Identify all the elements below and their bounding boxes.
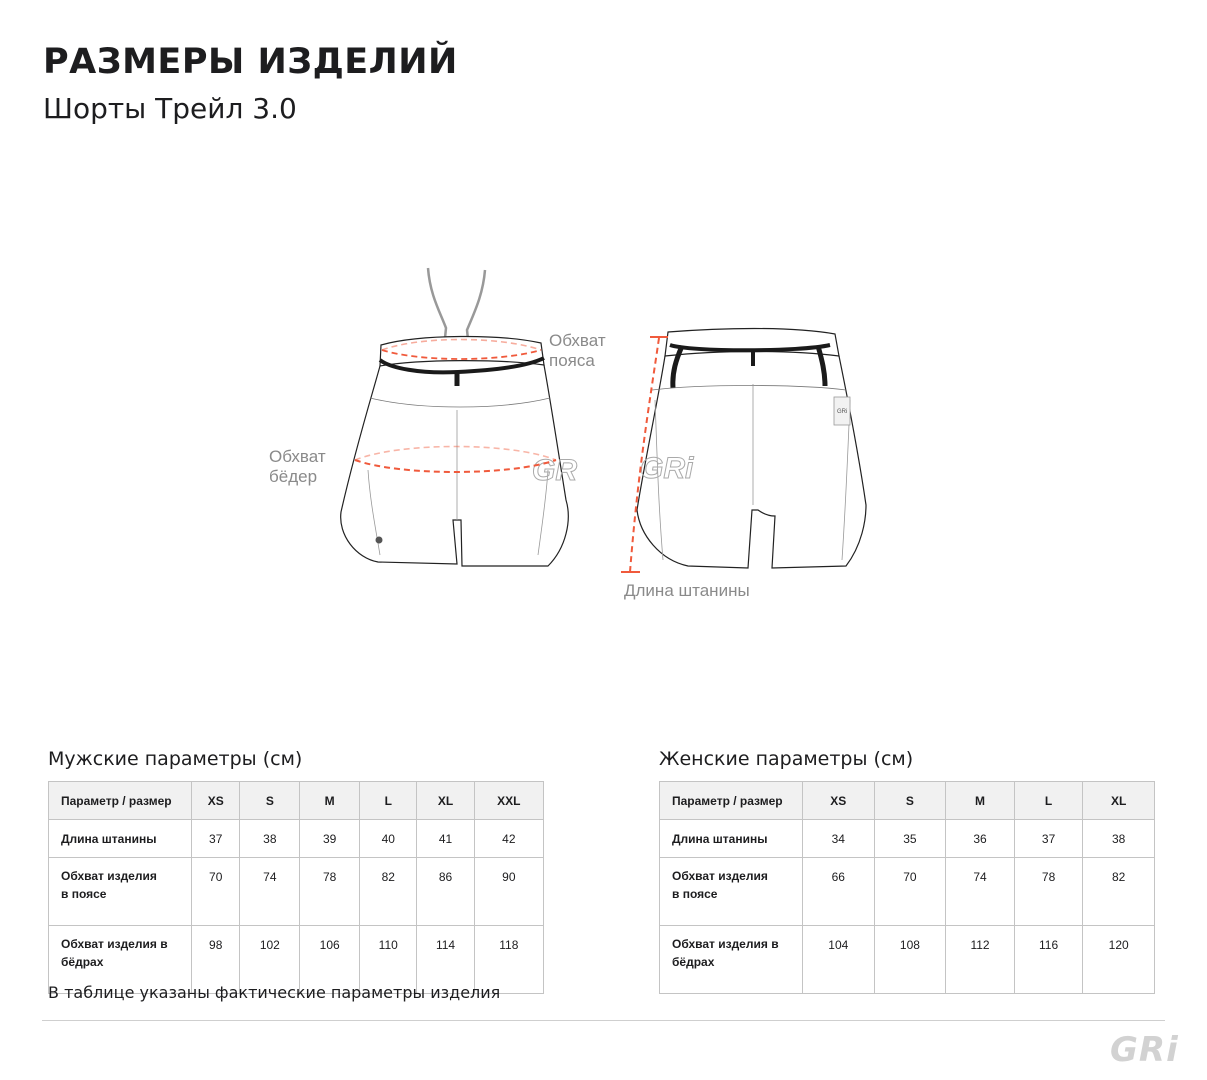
value-cell: 74 <box>240 858 300 926</box>
header-cell: XS <box>192 782 240 820</box>
value-cell: 104 <box>803 926 875 994</box>
value-cell: 114 <box>417 926 474 994</box>
value-cell: 70 <box>874 858 946 926</box>
header-cell: M <box>300 782 360 820</box>
table-row <box>49 820 544 858</box>
header-cell: L <box>1014 782 1083 820</box>
length-label: Длина штанины <box>624 581 750 600</box>
value-cell: 118 <box>474 926 543 994</box>
table-header-row <box>49 782 544 820</box>
women-table-title: Женские параметры (см) <box>659 748 914 770</box>
back-logo: GRi <box>640 452 694 485</box>
value-cell: 38 <box>240 820 300 858</box>
param-name <box>660 858 803 926</box>
hip-measure-line-front <box>355 460 556 472</box>
product-subtitle: Шорты Трейл 3.0 <box>43 92 297 125</box>
value-cell: 110 <box>360 926 417 994</box>
hip-label-line1: Обхват <box>269 447 326 466</box>
param-name-line1: Обхват изделия в <box>672 937 779 951</box>
param-name-line1: Обхват изделия в <box>61 937 168 951</box>
men-size-table <box>48 781 544 994</box>
table-header-row <box>660 782 1155 820</box>
param-name: Длина штанины <box>49 820 192 858</box>
header-cell: XL <box>417 782 474 820</box>
value-cell: 120 <box>1083 926 1155 994</box>
shorts-back-drawing <box>637 329 866 569</box>
value-cell: 35 <box>874 820 946 858</box>
table-row <box>49 858 544 926</box>
value-cell: 37 <box>192 820 240 858</box>
param-name-line2: бёдрах <box>672 955 715 969</box>
param-name-line2: в поясе <box>672 887 718 901</box>
value-cell: 34 <box>803 820 875 858</box>
women-size-table <box>659 781 1155 994</box>
value-cell: 82 <box>1083 858 1155 926</box>
param-name <box>49 858 192 926</box>
header-cell: S <box>240 782 300 820</box>
value-cell: 78 <box>300 858 360 926</box>
header-cell: S <box>874 782 946 820</box>
param-name-line2: бёдрах <box>61 955 104 969</box>
waist-label-line1: Обхват <box>549 331 606 350</box>
table-note: В таблице указаны фактические параметры изделия <box>48 983 501 1002</box>
value-cell: 112 <box>946 926 1015 994</box>
hip-label-line2: бёдер <box>269 467 318 486</box>
header-cell: XXL <box>474 782 543 820</box>
waist-label-line2: пояса <box>549 351 595 370</box>
value-cell: 98 <box>192 926 240 994</box>
value-cell: 116 <box>1014 926 1083 994</box>
footer-divider <box>42 1020 1165 1021</box>
value-cell: 37 <box>1014 820 1083 858</box>
value-cell: 78 <box>1014 858 1083 926</box>
param-name <box>660 926 803 994</box>
value-cell: 102 <box>240 926 300 994</box>
value-cell: 106 <box>300 926 360 994</box>
value-cell: 108 <box>874 926 946 994</box>
value-cell: 66 <box>803 858 875 926</box>
value-cell: 36 <box>946 820 1015 858</box>
table-row <box>660 820 1155 858</box>
front-reflective-dot <box>376 537 383 544</box>
back-tag-logo: GRi <box>837 409 848 415</box>
hip-measure-line-back <box>355 447 556 461</box>
param-name: Длина штанины <box>660 820 803 858</box>
table-row <box>660 926 1155 994</box>
value-cell: 86 <box>417 858 474 926</box>
value-cell: 82 <box>360 858 417 926</box>
param-name-line2: в поясе <box>61 887 107 901</box>
value-cell: 38 <box>1083 820 1155 858</box>
param-name-line1: Обхват изделия <box>672 869 768 883</box>
men-table-title: Мужские параметры (см) <box>48 748 303 770</box>
value-cell: 41 <box>417 820 474 858</box>
value-cell: 90 <box>474 858 543 926</box>
header-cell: XS <box>803 782 875 820</box>
table-row <box>660 858 1155 926</box>
header-cell: L <box>360 782 417 820</box>
param-name-line1: Обхват изделия <box>61 869 157 883</box>
header-cell: Параметр / размер <box>660 782 803 820</box>
page-title: РАЗМЕРЫ ИЗДЕЛИЙ <box>43 42 458 82</box>
value-cell: 42 <box>474 820 543 858</box>
header-cell: XL <box>1083 782 1155 820</box>
value-cell: 40 <box>360 820 417 858</box>
value-cell: 70 <box>192 858 240 926</box>
value-cell: 39 <box>300 820 360 858</box>
header-cell: M <box>946 782 1015 820</box>
header-cell: Параметр / размер <box>49 782 192 820</box>
value-cell: 74 <box>946 858 1015 926</box>
brand-logo: GRi <box>1110 1030 1179 1070</box>
front-logo: GR <box>532 454 577 487</box>
shorts-front-drawing <box>341 268 569 566</box>
